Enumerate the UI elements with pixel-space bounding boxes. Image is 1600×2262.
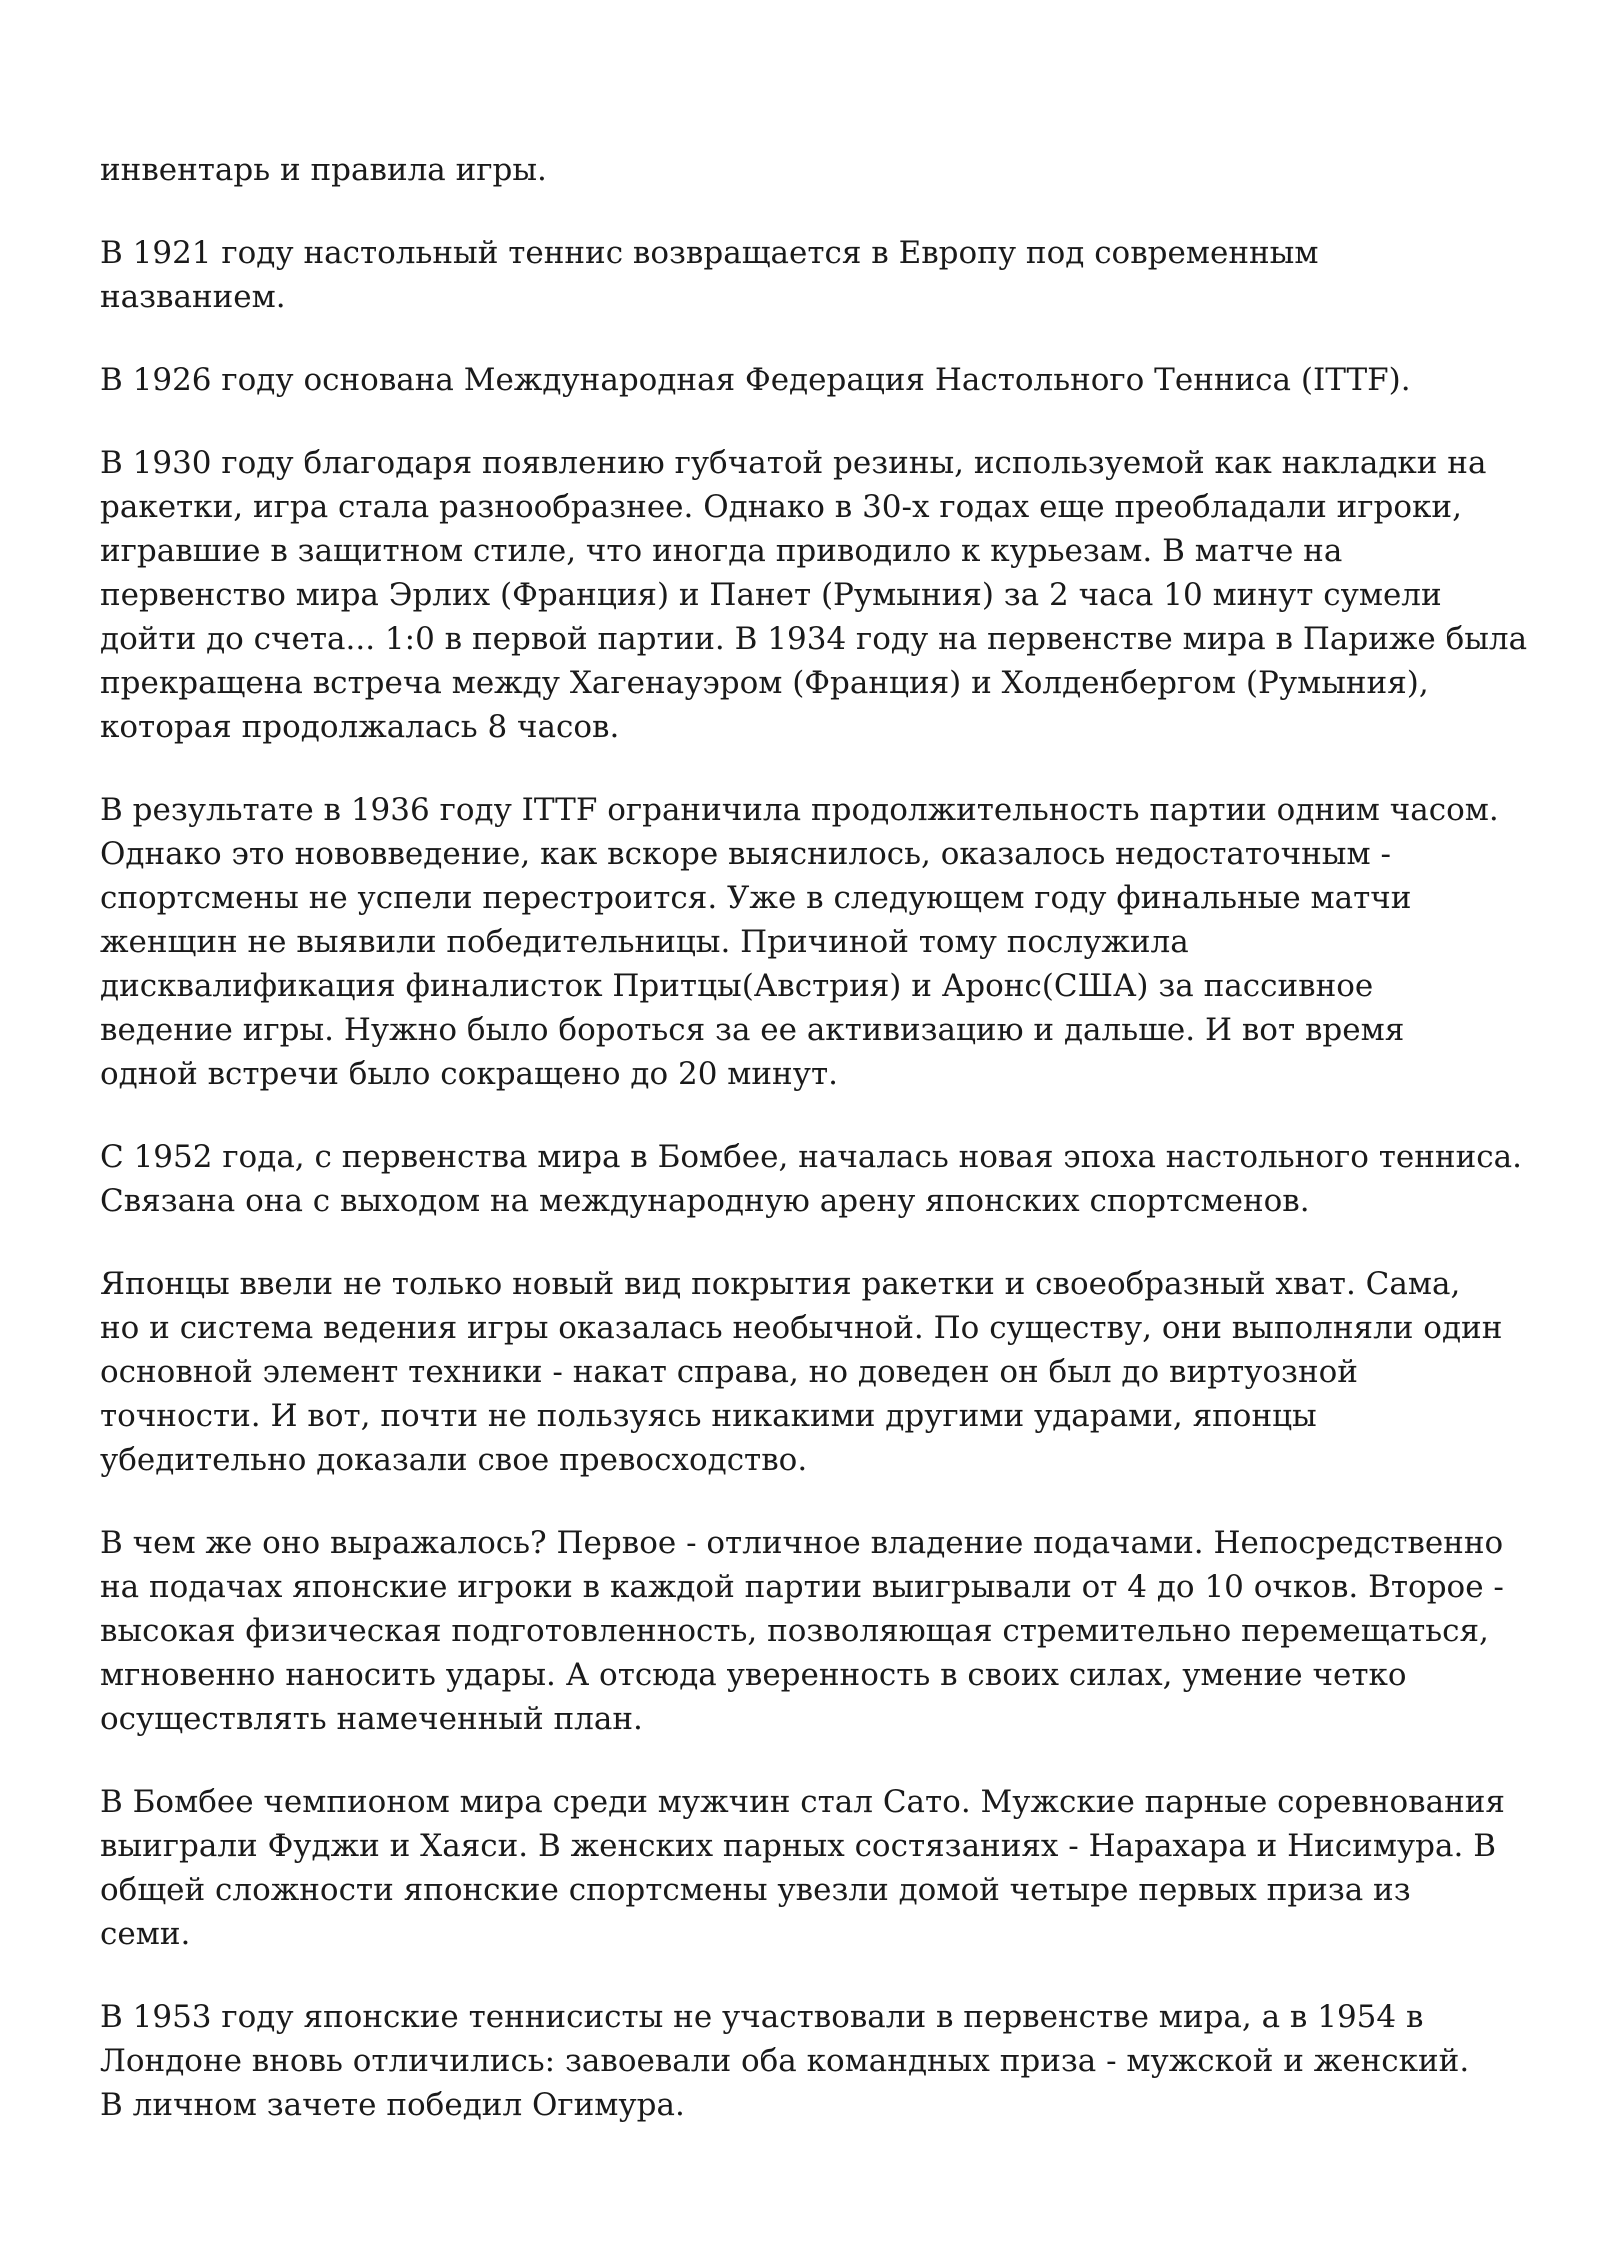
paragraph: В 1926 году основана Международная Федерация Настольного Тенниса (ITTF). xyxy=(100,362,1411,398)
paragraph: В 1921 году настольный теннис возвращается в Европу под современным названием. xyxy=(100,235,1319,315)
paragraph: В чем же оно выражалось? Первое - отличное владение подачами. Непосредственно на подачах японские игроки в каждой партии выигрывали от 4 до 10 очков. Второе - высокая физическая подготовленность, позволяющая стремительно перемещаться, мгновенно наносить удары. А отсюда уверенность в своих силах, умение четко осуществлять намеченный план. xyxy=(100,1525,1504,1737)
paragraph: Японцы ввели не только новый вид покрытия ракетки и своеобразный хват. Сама, но и система ведения игры оказалась необычной. По существу, они выполняли один основной элемент техники - накат справа, но доведен он был до виртуозной точности. И вот, почти не пользуясь никакими другими ударами, японцы убедительно доказали свое превосходство. xyxy=(100,1266,1503,1478)
paragraph: В 1953 году японские теннисисты не участвовали в первенстве мира, а в 1954 в Лондоне вновь отличились: завоевали оба командных приза - мужской и женский. В личном зачете победил Огимура. xyxy=(100,1999,1470,2123)
paragraph: инвентарь и правила игры. xyxy=(100,152,547,188)
paragraph: В 1930 году благодаря появлению губчатой резины, используемой как накладки на ракетки, игра стала разнообразнее. Однако в 30-х годах еще преобладали игроки, игравшие в защитном стиле, что иногда приводило к курьезам. В матче на первенство мира Эрлих (Франция) и Панет (Румыния) за 2 часа 10 минут сумели дойти до счета... 1:0 в первой партии. В 1934 году на первенстве мира в Париже была прекращена встреча между Хагенауэром (Франция) и Холденбергом (Румыния), которая продолжалась 8 часов. xyxy=(100,445,1528,745)
paragraph: В результате в 1936 году ITTF ограничила продолжительность партии одним часом. Однако это нововведение, как вскоре выяснилось, оказалось недостаточным - спортсмены не успели перестроится. Уже в следующем году финальные матчи женщин не выявили победительницы. Причиной тому послужила дисквалификация финалисток Притцы(Австрия) и Аронс(США) за пассивное ведение игры. Нужно было бороться за ее активизацию и дальше. И вот время одной встречи было сокращено до 20 минут. xyxy=(100,792,1499,1092)
paragraph: В Бомбее чемпионом мира среди мужчин стал Сато. Мужские парные соревнования выиграли Фуджи и Хаяси. В женских парных состязаниях - Нарахара и Нисимура. В общей сложности японские спортсмены увезли домой четыре первых приза из семи. xyxy=(100,1784,1505,1952)
paragraph: С 1952 года, с первенства мира в Бомбее, началась новая эпоха настольного тенниса. Связана она с выходом на международную арену японских спортсменов. xyxy=(100,1139,1522,1219)
document-body xyxy=(100,148,1530,2166)
